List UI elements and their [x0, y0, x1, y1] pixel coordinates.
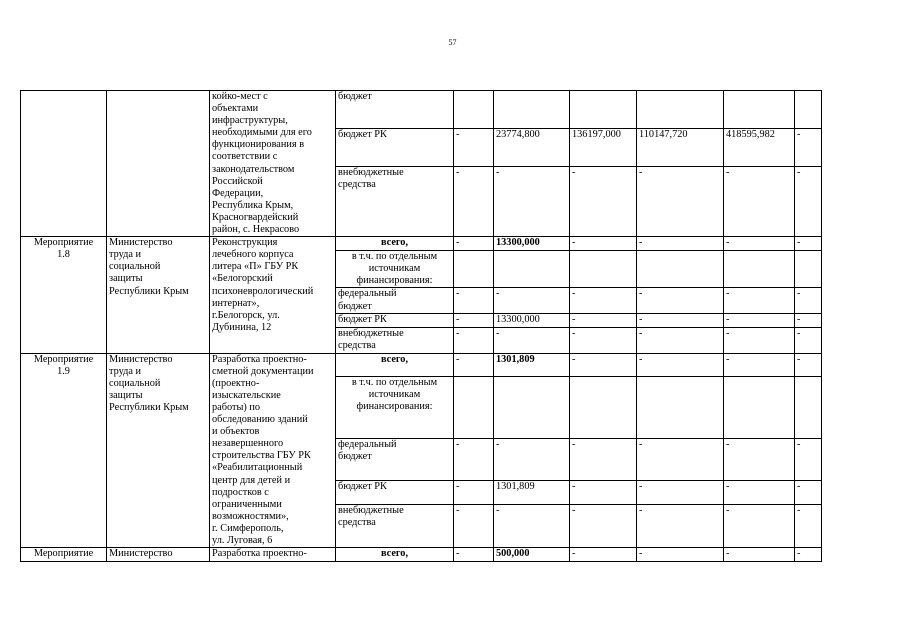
executor-cell: Министерство труда и социальной защиты Республики Крым [107, 353, 210, 548]
amount-cell: - [454, 237, 494, 251]
amount-cell: 13300,000 [494, 313, 570, 327]
amount-cell: - [637, 327, 724, 353]
amount-cell [637, 376, 724, 438]
amount-cell [454, 91, 494, 129]
amount-cell: - [454, 166, 494, 236]
amount-cell: - [494, 439, 570, 481]
amount-cell: - [724, 166, 795, 236]
description-cell: койко-мест с объектами инфраструктуры, необходимыми для его функционирования в соответствии с законодательством Российской Федерации, Республика Крым, Красногвардейский район, с. Некрасово [210, 91, 336, 237]
description-cell: Разработка проектно- [210, 548, 336, 562]
funding-source-cell: в т.ч. по отдельным источникам финансирования: [336, 376, 454, 438]
amount-cell: - [570, 313, 637, 327]
funding-source-cell: бюджет РК [336, 481, 454, 504]
amount-cell: - [724, 353, 795, 376]
amount-cell: - [795, 353, 822, 376]
amount-cell: - [454, 481, 494, 504]
amount-cell: - [724, 327, 795, 353]
amount-cell: - [454, 327, 494, 353]
amount-cell [454, 251, 494, 288]
amount-cell [570, 251, 637, 288]
amount-cell: - [570, 481, 637, 504]
amount-cell: - [454, 353, 494, 376]
amount-cell: - [637, 288, 724, 313]
measure-name-cell [21, 91, 107, 237]
amount-cell: 13300,000 [494, 237, 570, 251]
amount-cell [795, 251, 822, 288]
description-cell: Реконструкция лечебного корпуса литера «П» ГБУ РК «Белогорский психоневрологический интернат», г.Белогорск, ул. Дубинина, 12 [210, 237, 336, 353]
amount-cell: - [724, 288, 795, 313]
amount-cell: - [637, 313, 724, 327]
funding-source-cell: в т.ч. по отдельным источникам финансирования: [336, 251, 454, 288]
amount-cell: - [795, 504, 822, 547]
amount-cell: - [637, 504, 724, 547]
amount-cell: - [570, 353, 637, 376]
amount-cell: - [454, 313, 494, 327]
amount-cell [795, 91, 822, 129]
amount-cell: 136197,000 [570, 128, 637, 166]
amount-cell: 1301,809 [494, 481, 570, 504]
amount-cell: - [795, 237, 822, 251]
funding-source-cell: всего, [336, 353, 454, 376]
funding-source-cell: бюджет РК [336, 313, 454, 327]
table-row [21, 91, 822, 129]
amount-cell: - [570, 327, 637, 353]
amount-cell [570, 91, 637, 129]
amount-cell: - [795, 313, 822, 327]
financing-table [20, 90, 822, 562]
amount-cell: - [637, 439, 724, 481]
amount-cell: 1301,809 [494, 353, 570, 376]
measure-name-cell: Мероприятие [21, 548, 107, 562]
funding-source-cell: всего, [336, 237, 454, 251]
amount-cell: - [795, 481, 822, 504]
amount-cell [494, 251, 570, 288]
amount-cell: - [795, 439, 822, 481]
table-row [21, 353, 822, 376]
amount-cell: - [454, 439, 494, 481]
executor-cell: Министерство [107, 548, 210, 562]
amount-cell [494, 376, 570, 438]
executor-cell: Министерство труда и социальной защиты Республики Крым [107, 237, 210, 353]
amount-cell [570, 376, 637, 438]
amount-cell: - [494, 288, 570, 313]
amount-cell: 110147,720 [637, 128, 724, 166]
amount-cell [724, 376, 795, 438]
amount-cell [494, 91, 570, 129]
amount-cell: - [637, 166, 724, 236]
amount-cell: - [494, 504, 570, 547]
executor-cell [107, 91, 210, 237]
funding-source-cell: всего, [336, 548, 454, 562]
amount-cell: - [637, 353, 724, 376]
amount-cell: - [637, 548, 724, 562]
amount-cell: - [454, 288, 494, 313]
table-row [21, 548, 822, 562]
amount-cell: - [570, 237, 637, 251]
amount-cell: - [637, 237, 724, 251]
amount-cell: - [454, 128, 494, 166]
amount-cell: - [795, 548, 822, 562]
funding-source-cell: бюджет [336, 91, 454, 129]
amount-cell: - [637, 481, 724, 504]
amount-cell: - [724, 504, 795, 547]
amount-cell [795, 376, 822, 438]
amount-cell: - [724, 313, 795, 327]
table-row [21, 237, 822, 251]
measure-name-cell: Мероприятие 1.9 [21, 353, 107, 548]
funding-source-cell: федеральный бюджет [336, 288, 454, 313]
funding-source-cell: федеральный бюджет [336, 439, 454, 481]
amount-cell: 500,000 [494, 548, 570, 562]
amount-cell: - [724, 548, 795, 562]
amount-cell [724, 91, 795, 129]
amount-cell: - [570, 166, 637, 236]
amount-cell: - [494, 166, 570, 236]
funding-source-cell: бюджет РК [336, 128, 454, 166]
amount-cell [454, 376, 494, 438]
amount-cell: - [724, 481, 795, 504]
amount-cell: - [795, 128, 822, 166]
amount-cell: 418595,982 [724, 128, 795, 166]
amount-cell: - [570, 548, 637, 562]
amount-cell: - [795, 327, 822, 353]
description-cell: Разработка проектно- сметной документации (проектно- изыскательские работы) по обследованию зданий и объектов незавершенного строительства ГБУ РК «Реабилитационный центр для детей и подростков с ограниченными возможностями», г. Симферополь, ул. Луговая, 6 [210, 353, 336, 548]
amount-cell [724, 251, 795, 288]
amount-cell [637, 251, 724, 288]
funding-source-cell: внебюджетные средства [336, 166, 454, 236]
funding-source-cell: внебюджетные средства [336, 504, 454, 547]
amount-cell: - [494, 327, 570, 353]
amount-cell: - [724, 439, 795, 481]
amount-cell: - [570, 504, 637, 547]
page-number: 57 [448, 38, 457, 47]
amount-cell: - [454, 548, 494, 562]
amount-cell: - [454, 504, 494, 547]
measure-name-cell: Мероприятие 1.8 [21, 237, 107, 353]
amount-cell [637, 91, 724, 129]
amount-cell: - [570, 439, 637, 481]
amount-cell: - [795, 166, 822, 236]
amount-cell: - [724, 237, 795, 251]
amount-cell: - [795, 288, 822, 313]
amount-cell: 23774,800 [494, 128, 570, 166]
funding-source-cell: внебюджетные средства [336, 327, 454, 353]
amount-cell: - [570, 288, 637, 313]
